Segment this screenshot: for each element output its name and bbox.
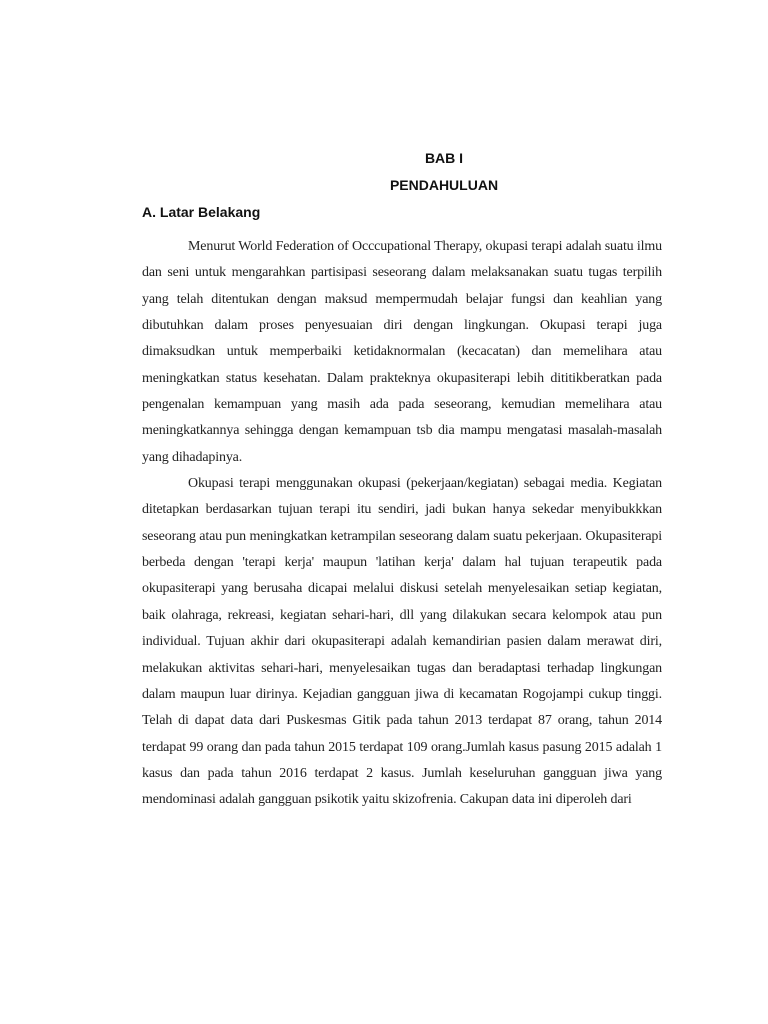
paragraph-2: Okupasi terapi menggunakan okupasi (pekerjaan/kegiatan) sebagai media. Kegiatan ditetapkan berdasarkan tujuan terapi itu sendiri, jadi bukan hanya sekedar menyibukkkan seseorang atau pun meningkatkan ketrampilan seseorang dalam suatu pekerjaan. Okupasiterapi berbeda dengan 'terapi kerja' maupun 'latihan kerja' dalam hal tujuan terapeutik pada okupasiterapi yang berusaha dicapai melalui diskusi setelah menyelesaikan setiap kegiatan, baik olahraga, rekreasi, kegiatan sehari-hari, dll yang dilakukan secara kelompok atau pun individual. Tujuan akhir dari okupasiterapi adalah kemandirian pasien dalam merawat diri, melakukan aktivitas sehari-hari, menyelesaikan tugas dan beradaptasi terhadap lingkungan dalam maupun luar dirinya. Kejadian gangguan jiwa di kecamatan Rogojampi cukup tinggi. Telah di dapat data dari Puskesmas Gitik pada tahun 2013 terdapat 87 orang, tahun 2014 terdapat 99 orang dan pada tahun 2015 terdapat 109 orang.Jumlah kasus pasung 2015 adalah 1 kasus dan pada tahun 2016 terdapat 2 kasus. Jumlah keseluruhan gangguan jiwa yang mendominasi adalah gangguan psikotik yaitu skizofrenia. Cakupan data ini diperoleh dari	[142, 476, 662, 808]
paragraph-1: Menurut World Federation of Occcupational Therapy, okupasi terapi adalah suatu ilmu dan seni untuk mengarahkan partisipasi seseorang dalam melaksanakan suatu tugas terpilih yang telah ditentukan dengan maksud mempermudah belajar fungsi dan keahlian yang dibutuhkan dalam proses penyesuaian diri dengan lingkungan. Okupasi terapi juga dimaksudkan untuk memperbaiki ketidaknormalan (kecacatan) dan memelihara atau meningkatkan status kesehatan. Dalam prakteknya okupasiterapi lebih dititikberatkan pada pengenalan kemampuan yang masih ada pada seseorang, kemudian memelihara atau meningkatkannya sehingga dengan kemampuan tsb dia mampu mengatasi masalah-masalah yang dihadapinya.	[142, 239, 662, 465]
body-text	[142, 234, 662, 814]
chapter-number: BAB I	[424, 150, 464, 166]
chapter-title: PENDAHULUAN	[389, 177, 499, 193]
section-heading: A. Latar Belakang	[142, 204, 261, 220]
